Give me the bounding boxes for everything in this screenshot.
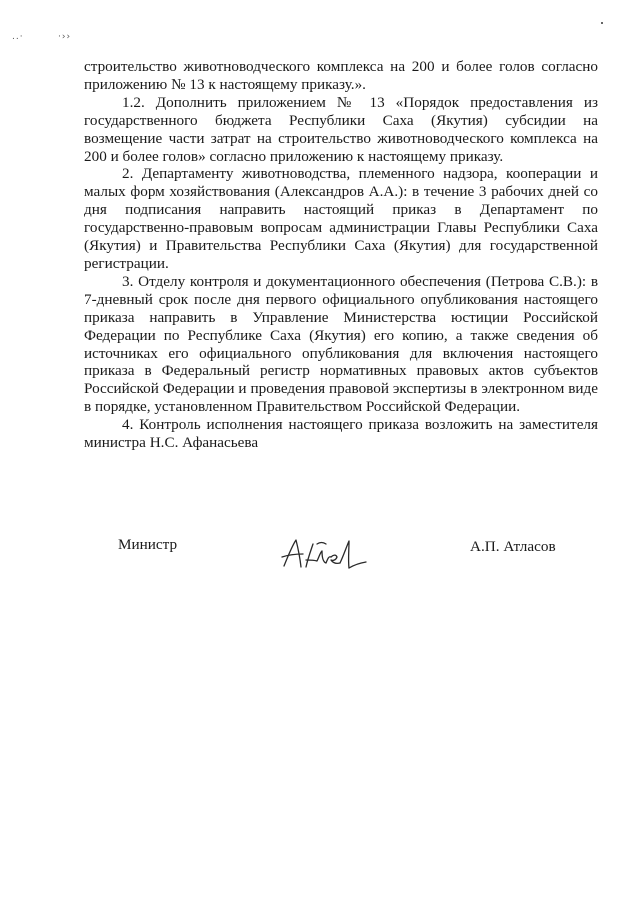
handwritten-signature — [276, 530, 372, 576]
scan-artifact-left: ..· — [12, 32, 24, 42]
signature-block — [0, 530, 640, 580]
signatory-title: Министр — [118, 536, 178, 553]
scan-artifact-right: ·›› — [58, 32, 72, 42]
paragraph-4: 4. Контроль исполнения настоящего приказа возложить на заместителя министра Н.С. Афанасьева — [84, 416, 598, 452]
scan-dot-artifact — [601, 22, 603, 24]
paragraph-1-2: 1.2. Дополнить приложением № 13 «Порядок предоставления из государственного бюджета Республики Саха (Якутия) субсидии на возмещение части затрат на строительство животноводческого комплекса на 200 и более голов» согласно приложению к настоящему приказу. — [84, 93, 598, 165]
order-body-text — [84, 58, 598, 452]
paragraph-continuation: строительство животноводческого комплекса на 200 и более голов согласно приложению № 13 к настоящему приказу.». — [84, 58, 598, 93]
paragraph-3: 3. Отделу контроля и документационного обеспечения (Петрова С.В.): в 7-дневный срок после дня первого официального опубликования настоящего приказа направить в Управление Министерства юстиции Российской Федерации по Республике Саха (Якутия) его копию, а также сведения об источниках его официального опубликования для включения настоящего приказа в Федеральный регистр нормативных правовых актов субъектов Российской Федерации и проведения правовой экспертизы в электронном виде в порядке, установленном Правительством Российской Федерации. — [84, 272, 598, 416]
paragraph-2: 2. Департаменту животноводства, племенного надзора, кооперации и малых форм хозяйствования (Александров А.А.): в течение 3 рабочих дней со дня подписания направить настоящий приказ в Департамент по государственно-правовым вопросам администрации Главы Республики Саха (Якутия) и Правительства Республики Саха (Якутия) для государственной регистрации. — [84, 165, 598, 272]
signatory-name: А.П. Атласов — [470, 538, 556, 555]
